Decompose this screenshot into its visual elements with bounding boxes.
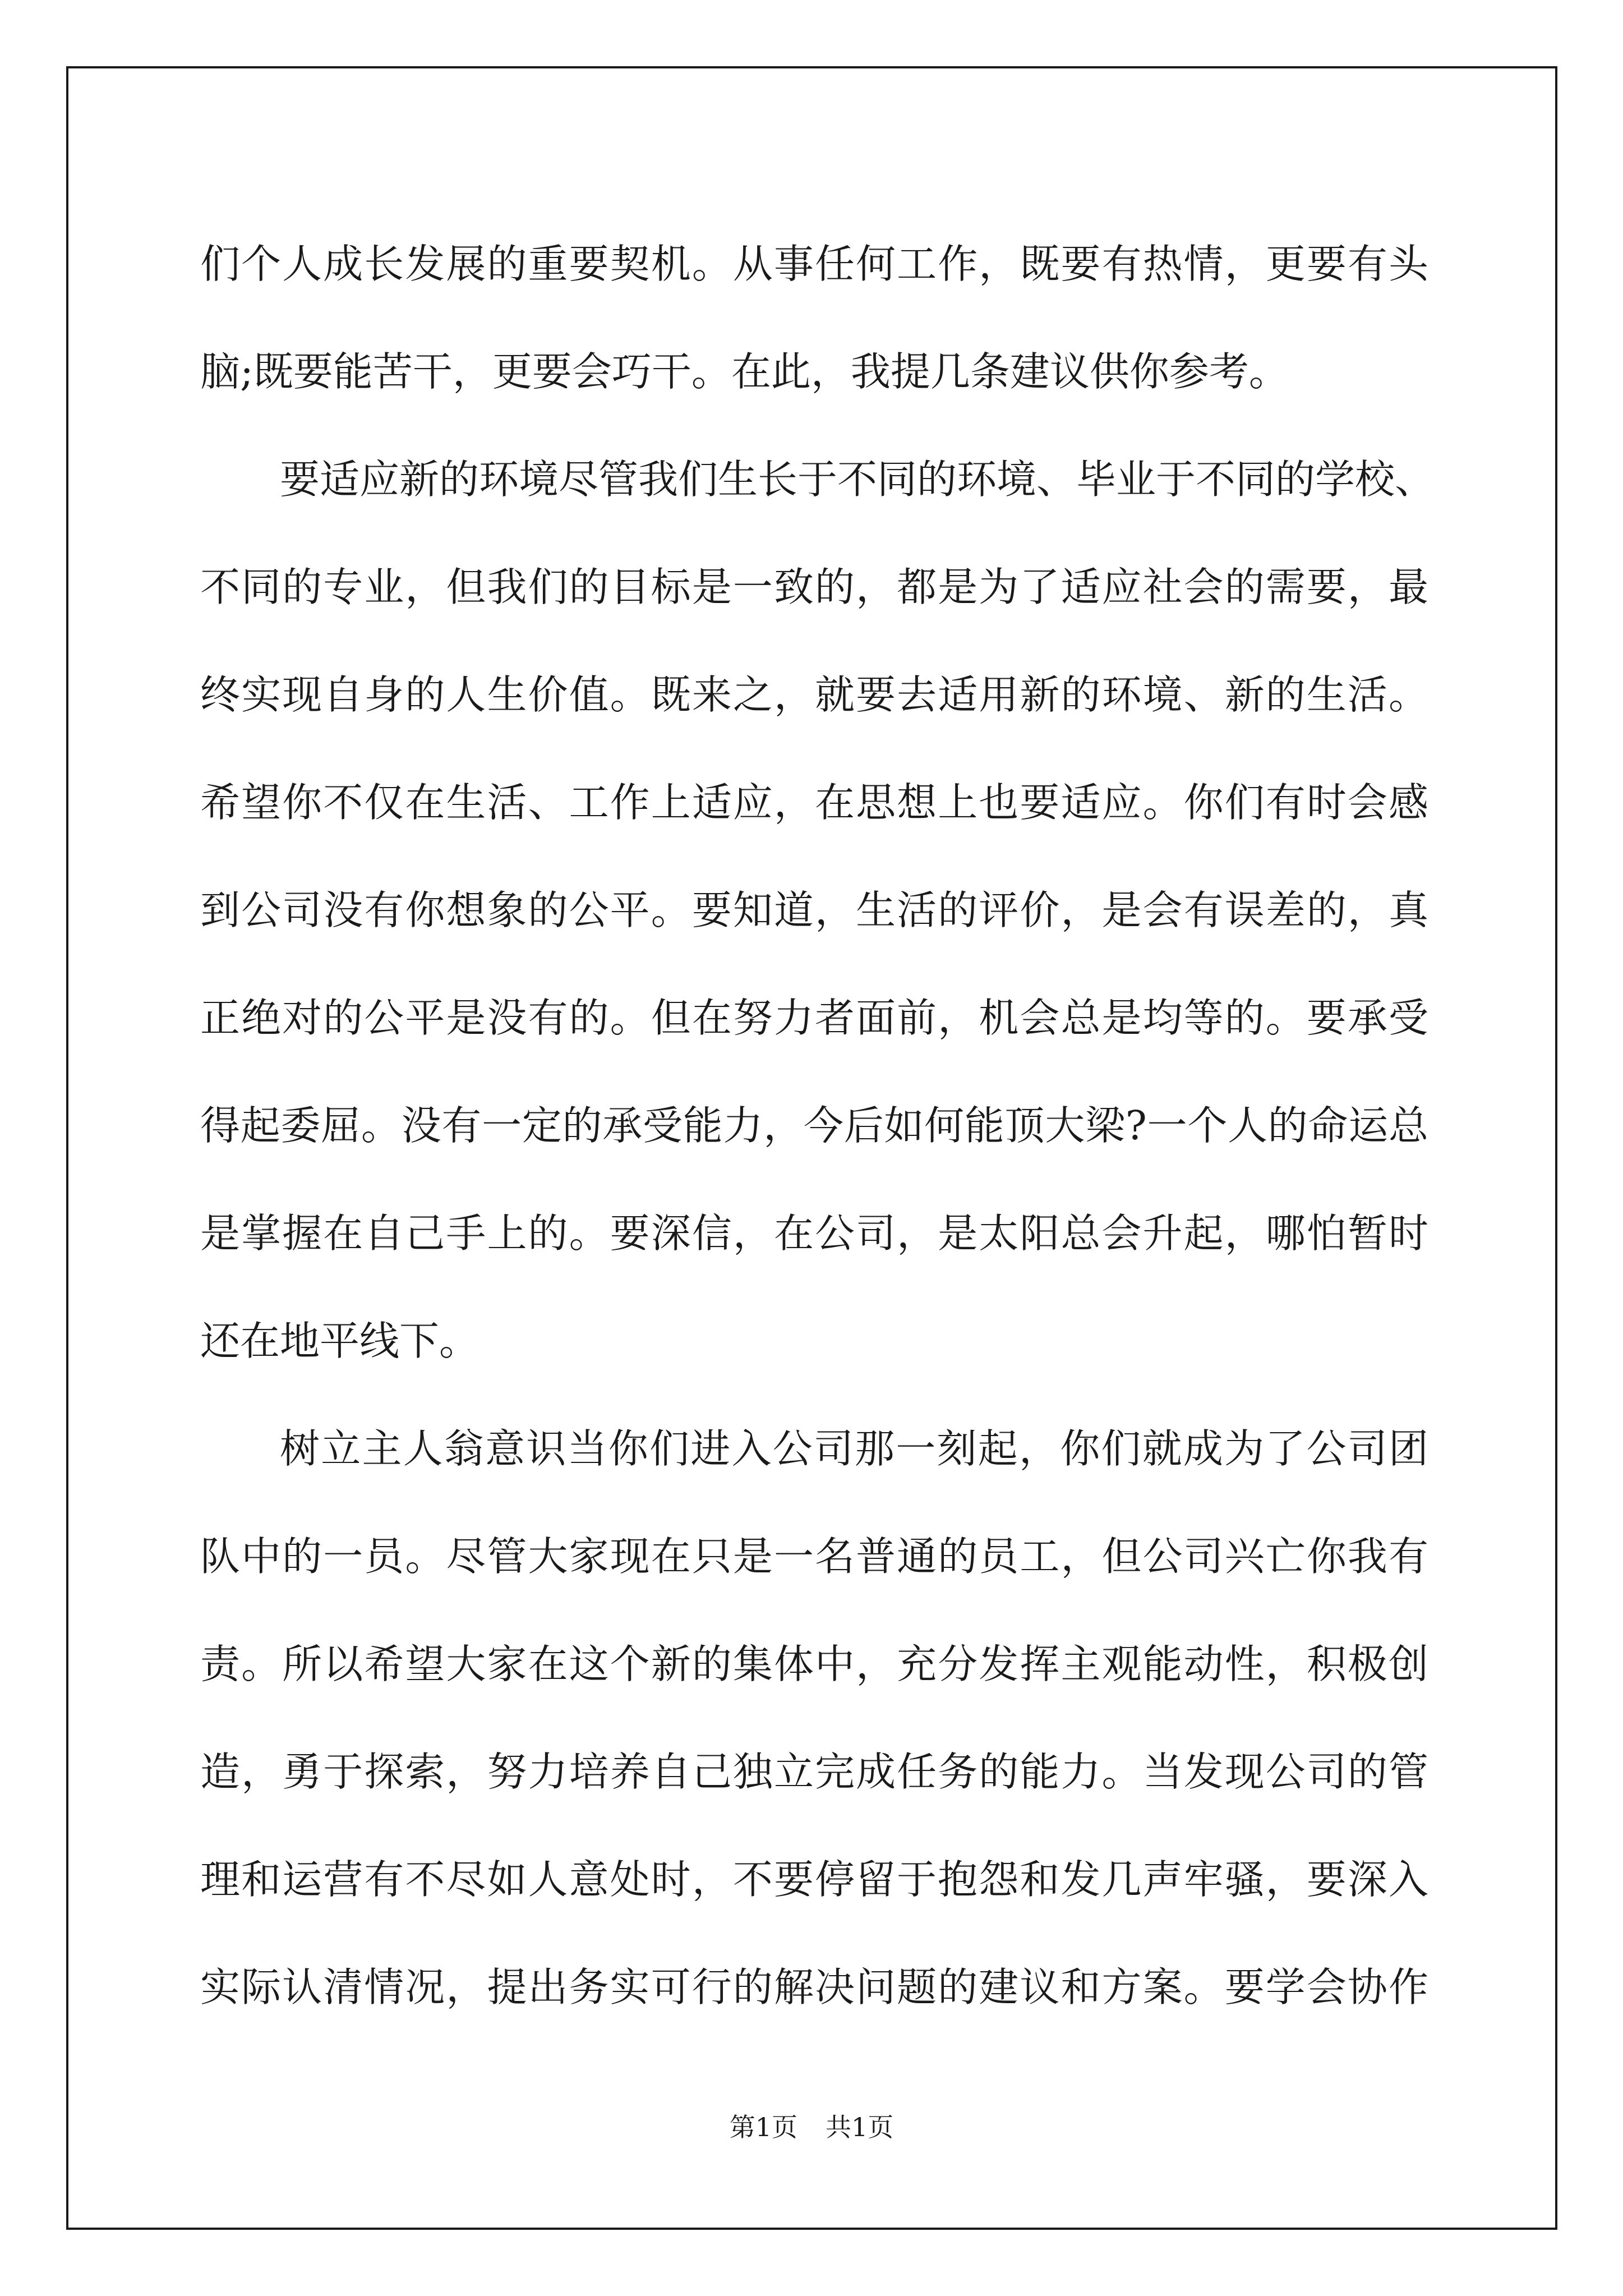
text-line: 到公司没有你想象的公平。要知道，生活的评价，是会有误差的，真 — [200, 887, 1428, 933]
page-number: 第1页 — [729, 2112, 797, 2142]
text-line: 正绝对的公平是没有的。但在努力者面前，机会总是均等的。要承受 — [200, 995, 1428, 1041]
text-line: 树立主人翁意识当你们进入公司那一刻起，你们就成为了公司团 — [280, 1425, 1428, 1472]
text-line: 实际认清情况，提出务实可行的解决问题的建议和方案。要学会协作 — [200, 1964, 1428, 2010]
text-line: 要适应新的环境尽管我们生长于不同的环境、毕业于不同的学校、 — [280, 456, 1435, 503]
text-line: 希望你不仅在生活、工作上适应，在思想上也要适应。你们有时会感 — [200, 779, 1428, 826]
text-line: 们个人成长发展的重要契机。从事任何工作，既要有热情，更要有头 — [200, 241, 1428, 287]
text-line: 脑;既要能苦干，更要会巧干。在此，我提几条建议供你参考。 — [200, 348, 1289, 395]
text-line: 理和运营有不尽如人意处时，不要停留于抱怨和发几声牢骚，要深入 — [200, 1856, 1428, 1903]
text-line: 造，勇于探索，努力培养自己独立完成任务的能力。当发现公司的管 — [200, 1749, 1428, 1795]
page-footer — [0, 2110, 1623, 2144]
text-line: 是掌握在自己手上的。要深信，在公司，是太阳总会升起，哪怕暂时 — [200, 1210, 1428, 1257]
text-line: 得起委屈。没有一定的承受能力，今后如何能顶大梁?一个人的命运总 — [200, 1102, 1428, 1149]
text-line: 不同的专业，但我们的目标是一致的，都是为了适应社会的需要，最 — [200, 564, 1428, 610]
text-line: 队中的一员。尽管大家现在只是一名普通的员工，但公司兴亡你我有 — [200, 1533, 1428, 1580]
text-line: 责。所以希望大家在这个新的集体中，充分发挥主观能动性，积极创 — [200, 1641, 1428, 1687]
page-total: 共1页 — [826, 2112, 894, 2142]
document-body — [200, 210, 1435, 2041]
text-line: 终实现自身的人生价值。既来之，就要去适用新的环境、新的生活。 — [200, 671, 1428, 718]
text-line: 还在地平线下。 — [200, 1318, 479, 1364]
